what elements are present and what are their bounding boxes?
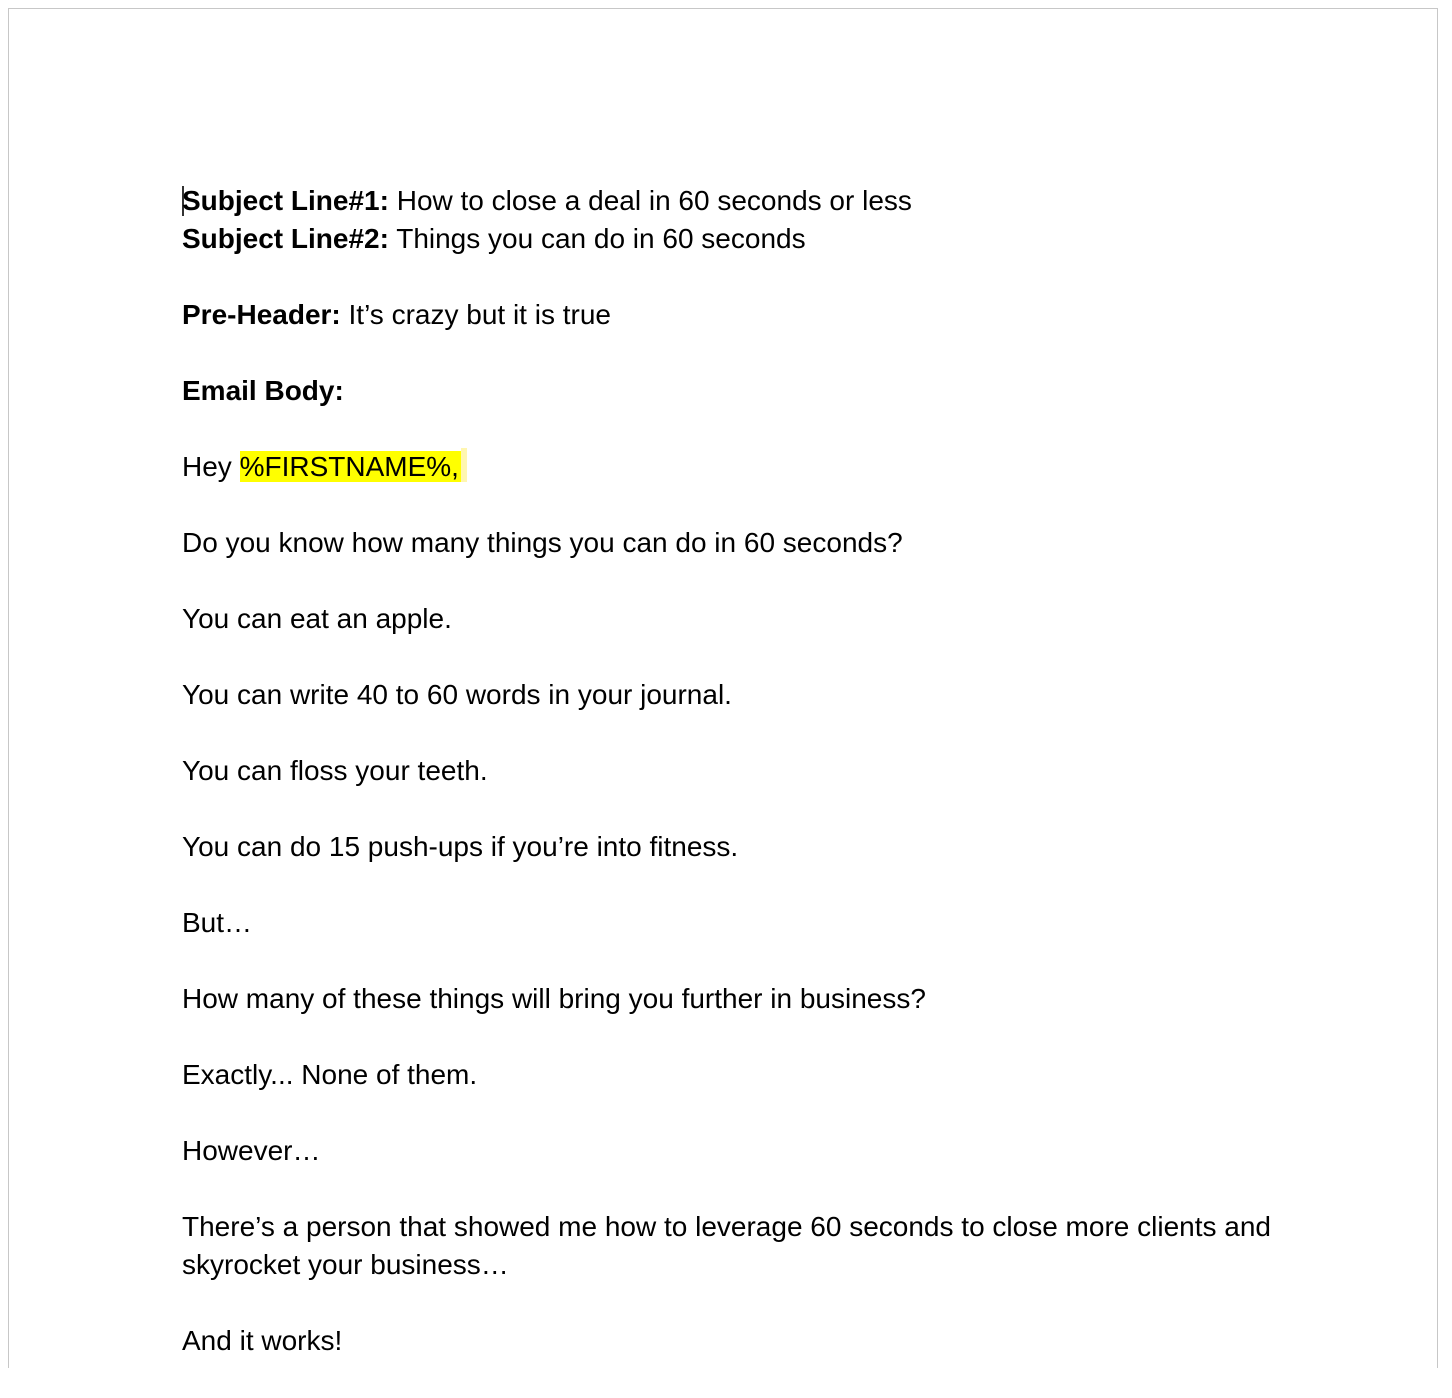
body-paragraph[interactable]: Do you know how many things you can do in 60 seconds? — [182, 527, 903, 558]
body-paragraph[interactable]: You can eat an apple. — [182, 603, 452, 634]
subject-line-1-label: Subject Line#1: — [182, 185, 389, 216]
subject-line-2-label: Subject Line#2: — [182, 223, 389, 254]
firstname-merge-tag: %FIRSTNAME%, — [239, 451, 459, 482]
body-paragraph[interactable]: And it works! — [182, 1325, 343, 1356]
body-paragraph[interactable]: How many of these things will bring you further in business? — [182, 983, 926, 1014]
pre-header-value: It’s crazy but it is true — [340, 299, 611, 330]
subject-line-2-value: Things you can do in 60 seconds — [388, 223, 806, 254]
body-paragraph[interactable]: Exactly... None of them. — [182, 1059, 478, 1090]
body-paragraph[interactable]: You can do 15 push-ups if you’re into fitness. — [182, 831, 739, 862]
pre-header[interactable] — [182, 296, 1272, 334]
body-paragraph[interactable]: You can floss your teeth. — [182, 755, 488, 786]
body-paragraph[interactable]: But… — [182, 907, 253, 938]
highlight-tail — [461, 448, 467, 482]
document-body[interactable] — [182, 182, 1272, 1398]
email-body-heading[interactable] — [182, 372, 1272, 410]
greeting-text: Hey — [182, 451, 240, 482]
body-paragraph[interactable]: There’s a person that showed me how to leverage 60 seconds to close more clients and skyrocket your business… — [182, 1211, 1271, 1280]
subject-line-2[interactable] — [182, 220, 1272, 258]
document-page[interactable] — [8, 8, 1438, 1368]
subject-line-1-value: How to close a deal in 60 seconds or less — [388, 185, 912, 216]
subject-line-1[interactable] — [182, 182, 1272, 220]
body-paragraph[interactable]: You can write 40 to 60 words in your journal. — [182, 679, 732, 710]
greeting[interactable] — [182, 448, 1272, 486]
pre-header-label: Pre-Header: — [182, 299, 341, 330]
email-body-label: Email Body: — [182, 375, 344, 406]
body-paragraph[interactable]: However… — [182, 1135, 321, 1166]
